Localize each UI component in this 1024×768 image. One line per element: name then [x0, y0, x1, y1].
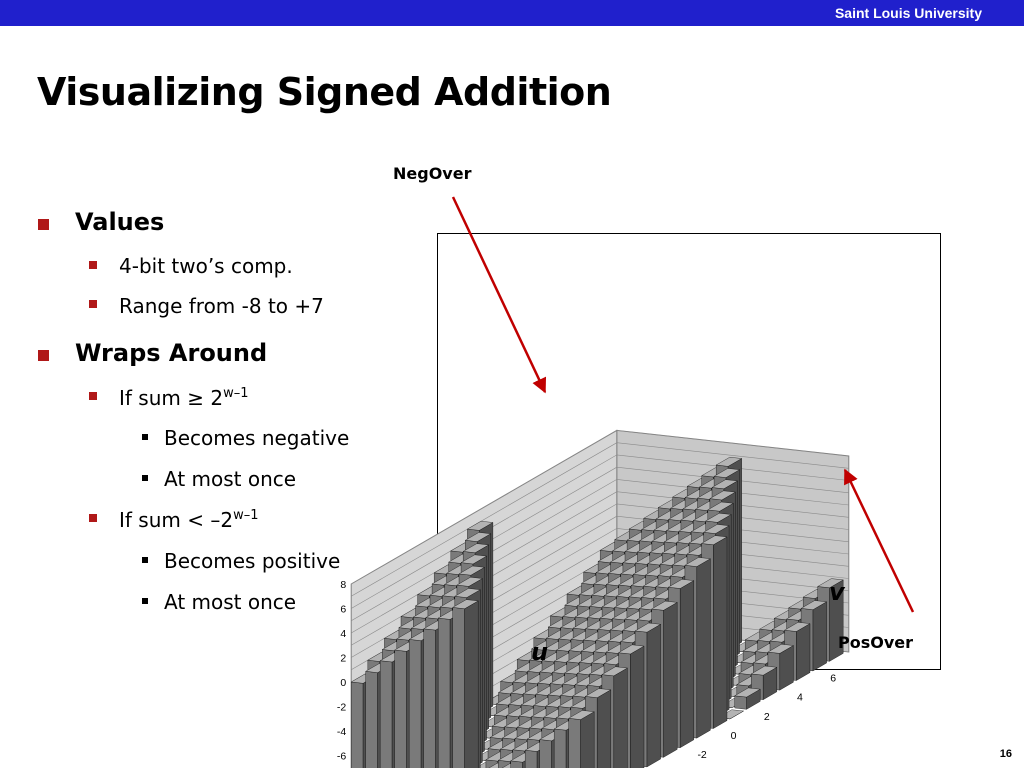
bullet-wraps: Wraps Around [75, 339, 268, 367]
v-tick-label: 4 [797, 691, 803, 704]
v-tick-label: 2 [763, 710, 770, 723]
bullet-at-most-once: At most once [164, 467, 297, 491]
exponent: w–1 [233, 508, 259, 523]
bullet-4bit: 4-bit two’s comp. [119, 254, 293, 278]
v-tick-label: -2 [697, 749, 707, 762]
v-tick-label: 6 [830, 672, 837, 685]
bullet-values: Values [75, 208, 165, 236]
z-tick-label: 0 [340, 677, 347, 689]
z-tick-label: -2 [336, 701, 347, 714]
posover-arrow [845, 470, 913, 612]
bullet-if-neg: If sum < $-2^{w-1}$ [119, 508, 259, 532]
institution-name: Saint Louis University [834, 5, 982, 21]
bar [569, 710, 595, 768]
exponent: w–1 [223, 386, 249, 401]
bullet-at-most-once: At most once [164, 590, 297, 614]
page-number: 16 [999, 748, 1012, 760]
z-tick-label: 4 [340, 628, 347, 640]
bar [453, 600, 479, 768]
bullet-if-pos: If sum ≥ $2^{w-1}$ [119, 386, 249, 410]
z-tick-label: -6 [336, 750, 347, 763]
slide-title: Visualizing Signed Addition [37, 70, 612, 114]
z-axis [337, 579, 347, 768]
posover-label: PosOver [838, 633, 914, 652]
v-tick-label: 0 [730, 729, 737, 742]
bullet-becomes-positive: Becomes positive [164, 549, 341, 573]
bullet-range: Range from -8 to +7 [119, 294, 324, 318]
negover-arrow [453, 197, 545, 392]
z-tick-label: 2 [340, 652, 347, 665]
z-tick-label: 8 [340, 579, 347, 591]
bullet-becomes-negative: Becomes negative [164, 426, 350, 450]
z-tick-label: -4 [336, 726, 347, 738]
negover-label: NegOver [393, 164, 472, 183]
z-tick-label: 6 [340, 603, 347, 616]
v-axis-label: v [829, 578, 845, 606]
u-axis-label: u [531, 638, 549, 666]
